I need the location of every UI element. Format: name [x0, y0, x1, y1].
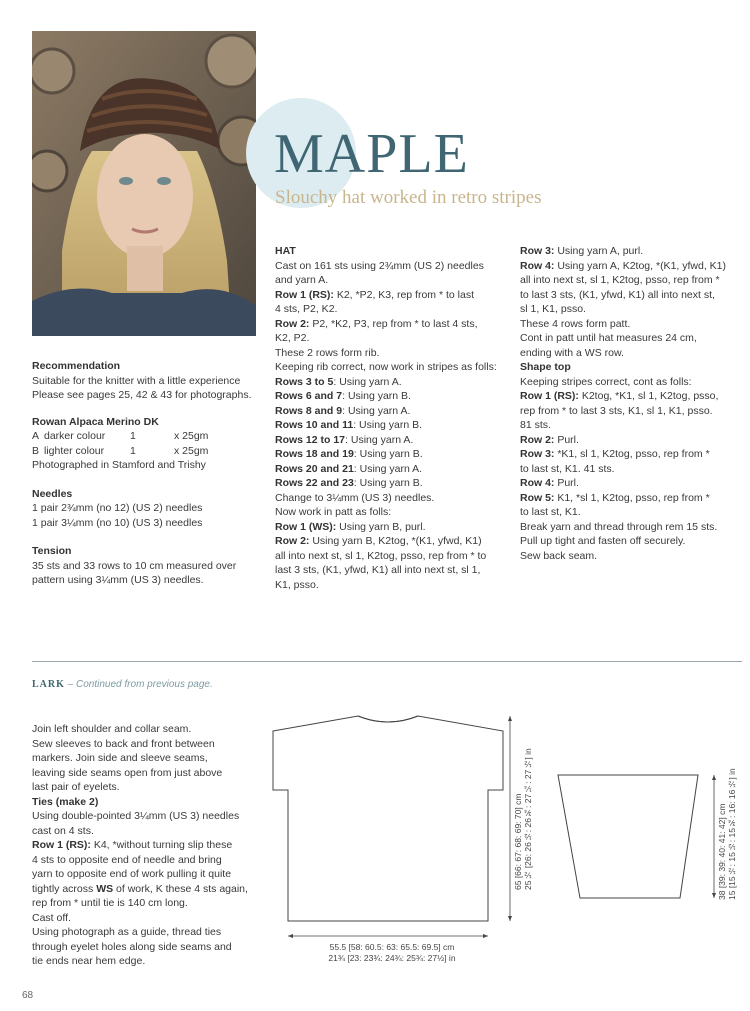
tension-text: 35 sts and 33 rows to 10 cm measured over — [32, 559, 237, 572]
instruction-text: last 3 sts, (K1, yfwd, K1) all into next st, sl 1, — [275, 564, 481, 576]
recommendation-text: Suitable for the knitter with a little experience — [32, 374, 241, 387]
instruction-line — [275, 346, 510, 361]
instruction-line — [32, 809, 272, 824]
yarn-heading: Rowan Alpaca Merino DK — [32, 415, 159, 428]
instruction-text: K2, P2. — [275, 332, 310, 344]
instruction-line — [32, 722, 272, 737]
instruction-label: Row 3: — [520, 448, 555, 460]
body-width-label — [308, 942, 476, 964]
yarn-row — [32, 444, 262, 459]
instruction-text: tightly across WS of work, K these 4 sts again, — [32, 882, 248, 895]
yarn-row — [32, 429, 262, 444]
instruction-text: Using yarn B, K2tog, *(K1, yfwd, K1) — [309, 535, 482, 547]
instruction-label: Shape top — [520, 361, 571, 373]
pattern-continued — [520, 244, 745, 563]
body-length-in: 25½ [26: 26½: 26¾: 27¼: 27½] in — [523, 748, 533, 890]
instruction-line — [520, 462, 745, 477]
instruction-label: Row 2: — [275, 317, 310, 330]
instruction-text: to last 3 sts, (K1, yfwd, K1) all into next st, — [520, 288, 715, 301]
instruction-line — [275, 505, 510, 520]
instruction-text: to last st, K1. 41 sts. — [520, 462, 615, 475]
instruction-text: leaving side seams open from just above — [32, 766, 223, 779]
instruction-text: Join left shoulder and collar seam. — [32, 723, 192, 735]
instruction-line — [520, 331, 745, 346]
instruction-text: Using double-pointed 3¼mm (US 3) needles — [32, 810, 240, 822]
instruction-text: yarn to opposite end of work pulling it quite — [32, 868, 232, 880]
needles-item: 1 pair 2¾mm (no 12) (US 2) needles — [32, 502, 203, 514]
instruction-text: Keeping rib correct, now work in stripes as folls: — [275, 361, 497, 373]
info-column — [32, 359, 262, 588]
instruction-text: Purl. — [554, 477, 579, 489]
instruction-line — [520, 433, 745, 448]
hat-heading: HAT — [275, 245, 296, 257]
yarn-code: B — [32, 444, 40, 457]
instruction-line — [32, 737, 272, 752]
instruction-text: rep from * until tie is 140 cm long. — [32, 897, 188, 909]
ws-emphasis: WS — [96, 882, 114, 895]
instruction-line — [275, 302, 510, 317]
instruction-label: Row 1 (RS): — [32, 839, 91, 851]
instruction-label: Row 2: — [275, 535, 310, 547]
instruction-text: 81 sts. — [520, 419, 551, 431]
instruction-line — [520, 273, 745, 288]
instruction-line — [520, 346, 745, 361]
instruction-line — [520, 491, 745, 506]
instruction-line — [520, 389, 745, 404]
instruction-line — [32, 882, 272, 897]
instruction-text: all into next st, sl 1, K2tog, psso, rep from * to — [275, 549, 487, 562]
instruction-text: rep from * to last 3 sts, K1, sl 1, K1, psso. — [520, 404, 713, 417]
instruction-label: Rows 12 to 17 — [275, 433, 346, 446]
body-width-in: 21¾ [23: 23¾: 24¾: 25¾: 27½] in — [328, 953, 456, 963]
page-subtitle: Slouchy hat worked in retro stripes — [275, 187, 542, 208]
instruction-line — [275, 259, 510, 274]
instruction-text: Keeping stripes correct, cont as folls: — [520, 375, 692, 388]
instruction-line — [275, 534, 510, 549]
instruction-text: : Using yarn A. — [345, 433, 414, 446]
instruction-text: Sew back seam. — [520, 549, 598, 562]
sleeve-length-in: 15 [15½: 15½: 15¾: 16: 16½] in — [727, 768, 737, 900]
instruction-text: tie ends near hem edge. — [32, 955, 146, 967]
instruction-text: Purl. — [554, 433, 579, 446]
section-divider — [32, 661, 742, 662]
instruction-text: markers. Join side and sleeve seams, — [32, 752, 208, 764]
recommendation-text: Please see pages 25, 42 & 43 for photographs. — [32, 389, 252, 401]
instruction-line — [32, 751, 272, 766]
instruction-line — [520, 375, 745, 390]
instruction-line — [520, 418, 745, 433]
instruction-text: Using yarn B, purl. — [336, 520, 426, 533]
yarn-qty: 1 — [130, 444, 136, 457]
instruction-line — [275, 273, 510, 288]
instruction-text: Break yarn and thread through rem 15 sts. — [520, 520, 718, 533]
instruction-line — [32, 940, 272, 955]
needles-item: 1 pair 3¼mm (no 10) (US 3) needles — [32, 516, 203, 529]
instruction-line — [32, 824, 272, 839]
yarn-code: A — [32, 430, 40, 442]
instruction-text: K2, *P2, K3, rep from * to last — [333, 288, 474, 301]
instruction-line — [275, 476, 510, 491]
instruction-line — [275, 288, 510, 303]
instruction-label: Row 1 (RS): — [275, 288, 334, 301]
instruction-line — [32, 867, 272, 882]
instruction-line — [275, 360, 510, 375]
instruction-line — [32, 911, 272, 926]
instruction-text: Cast off. — [32, 911, 71, 924]
instruction-line — [275, 578, 510, 593]
instruction-line — [275, 404, 510, 419]
instruction-text: K4, *without turning slip these — [90, 839, 233, 851]
instruction-text: K1, *sl 1, K2tog, psso, rep from * — [554, 491, 710, 504]
model-photo-illustration — [32, 31, 256, 336]
instruction-label: Rows 20 and 21 — [275, 462, 354, 475]
lark-label: LARK — [32, 679, 65, 690]
lark-instructions — [32, 722, 272, 969]
instruction-line — [32, 853, 272, 868]
instruction-line — [275, 462, 510, 477]
instruction-text: Cast on 161 sts using 2¾mm (US 2) needles — [275, 259, 484, 272]
body-length-cm: 65 [66: 67: 68: 69: 70] cm — [513, 793, 523, 890]
instruction-text: Change to 3¼mm (US 3) needles. — [275, 491, 435, 504]
tension-text: pattern using 3¼mm (US 3) needles. — [32, 574, 204, 586]
instruction-line — [275, 331, 510, 346]
yarn-note: Photographed in Stamford and Trishy — [32, 459, 206, 471]
instruction-text: 4 sts, P2, K2. — [275, 303, 338, 315]
yarn-weight: x 25gm — [174, 444, 209, 457]
instruction-label: Row 4: — [520, 259, 555, 272]
instruction-line — [275, 389, 510, 404]
sleeve-diagram — [550, 770, 720, 910]
instruction-text: to last st, K1. — [520, 506, 581, 518]
sleeve-outline — [558, 775, 698, 898]
instruction-label: Row 1 (RS): — [520, 390, 579, 402]
instruction-text: Using photograph as a guide, thread ties — [32, 926, 222, 938]
instruction-text: : Using yarn B. — [353, 419, 423, 431]
instruction-line — [275, 433, 510, 448]
instruction-label: Ties (make 2) — [32, 795, 99, 808]
yarn-name: darker colour — [44, 430, 106, 442]
instruction-label: Row 5: — [520, 491, 555, 504]
instruction-text: 4 sts to opposite end of needle and bring — [32, 853, 222, 866]
instruction-line — [520, 476, 745, 491]
page-number: 68 — [22, 990, 34, 1001]
instruction-line — [275, 549, 510, 564]
hat-instructions — [275, 244, 510, 592]
instruction-text: K1, psso. — [275, 578, 319, 591]
instruction-line — [275, 317, 510, 332]
instruction-line — [32, 766, 272, 781]
instruction-text: P2, *K2, P3, rep from * to last 4 sts, — [309, 317, 478, 330]
instruction-line — [275, 418, 510, 433]
instruction-line — [275, 447, 510, 462]
instruction-text: : Using yarn A. — [353, 462, 423, 475]
instruction-line — [520, 288, 745, 303]
instruction-label: Row 3: — [520, 245, 555, 257]
instruction-line — [520, 534, 745, 549]
instruction-text: : Using yarn B. — [353, 448, 423, 460]
instruction-text: Cont in patt until hat measures 24 cm, — [520, 332, 697, 344]
instruction-line — [275, 563, 510, 578]
instruction-line — [520, 520, 745, 535]
instruction-line — [520, 404, 745, 419]
yarn-name: lighter colour — [44, 444, 105, 457]
instruction-text: last pair of eyelets. — [32, 781, 120, 793]
body-outline — [273, 716, 503, 921]
instruction-line — [520, 317, 745, 332]
garment-body-diagram — [268, 708, 528, 958]
instruction-label: Rows 22 and 23 — [275, 477, 354, 489]
instruction-text: ending with a WS row. — [520, 346, 624, 359]
body-width-cm: 55.5 [58: 60.5: 63: 65.5: 69.5] cm — [329, 942, 455, 952]
instruction-label: Row 4: — [520, 477, 555, 489]
lark-continued: – Continued from previous page. — [64, 679, 213, 690]
needles-heading: Needles — [32, 487, 73, 500]
lark-header — [32, 679, 213, 690]
instruction-line — [520, 360, 745, 375]
instruction-line — [520, 259, 745, 274]
instruction-label: Rows 10 and 11 — [275, 419, 354, 431]
instruction-label: Rows 8 and 9 — [275, 404, 343, 417]
instruction-text: Using yarn A, purl. — [554, 245, 644, 257]
instruction-line — [275, 491, 510, 506]
body-length-label — [513, 740, 533, 890]
instruction-line — [32, 795, 272, 810]
model-photo — [32, 31, 256, 336]
instruction-text: all into next st, sl 1, K2tog, psso, rep from * — [520, 274, 720, 286]
instruction-line — [520, 505, 745, 520]
yarn-qty: 1 — [130, 430, 136, 442]
instruction-label: Rows 6 and 7 — [275, 390, 343, 402]
instruction-line — [520, 549, 745, 564]
instruction-label: Rows 3 to 5 — [275, 375, 334, 388]
instruction-text: : Using yarn B. — [353, 477, 423, 489]
instruction-text: These 4 rows form patt. — [520, 317, 631, 330]
instruction-text: : Using yarn A. — [342, 404, 411, 417]
instruction-line — [275, 520, 510, 535]
instruction-text: Pull up tight and fasten off securely. — [520, 535, 686, 547]
instruction-line — [275, 375, 510, 390]
instruction-label: Rows 18 and 19 — [275, 448, 354, 460]
tension-heading: Tension — [32, 545, 72, 557]
instruction-text: These 2 rows form rib. — [275, 346, 380, 359]
page-title: MAPLE — [274, 123, 469, 185]
sleeve-length-label — [717, 770, 737, 900]
instruction-text: sl 1, K1, psso. — [520, 303, 586, 315]
instruction-line — [520, 302, 745, 317]
instruction-text: Sew sleeves to back and front between — [32, 737, 215, 750]
instruction-text: Using yarn A, K2tog, *(K1, yfwd, K1) — [554, 259, 727, 272]
instruction-line — [32, 780, 272, 795]
instruction-line — [32, 896, 272, 911]
instruction-label: Row 2: — [520, 433, 555, 446]
instruction-text: K2tog, *K1, sl 1, K2tog, psso, — [578, 390, 719, 402]
instruction-line — [32, 954, 272, 969]
instruction-text: and yarn A. — [275, 274, 329, 286]
instruction-text: cast on 4 sts. — [32, 824, 94, 837]
instruction-text: : Using yarn A. — [333, 375, 402, 388]
instruction-line — [520, 447, 745, 462]
instruction-line — [32, 838, 272, 853]
instruction-text: *K1, sl 1, K2tog, psso, rep from * — [554, 448, 710, 460]
instruction-line — [520, 244, 745, 259]
recommendation-heading: Recommendation — [32, 360, 121, 372]
instruction-text: Now work in patt as folls: — [275, 506, 392, 518]
instruction-line — [32, 925, 272, 940]
instruction-text: through eyelet holes along side seams and — [32, 940, 232, 953]
sleeve-length-cm: 38 [39: 39: 40: 41: 42] cm — [717, 803, 727, 900]
instruction-text: : Using yarn B. — [342, 390, 411, 402]
instruction-label: Row 1 (WS): — [275, 520, 337, 533]
yarn-weight: x 25gm — [174, 430, 209, 442]
